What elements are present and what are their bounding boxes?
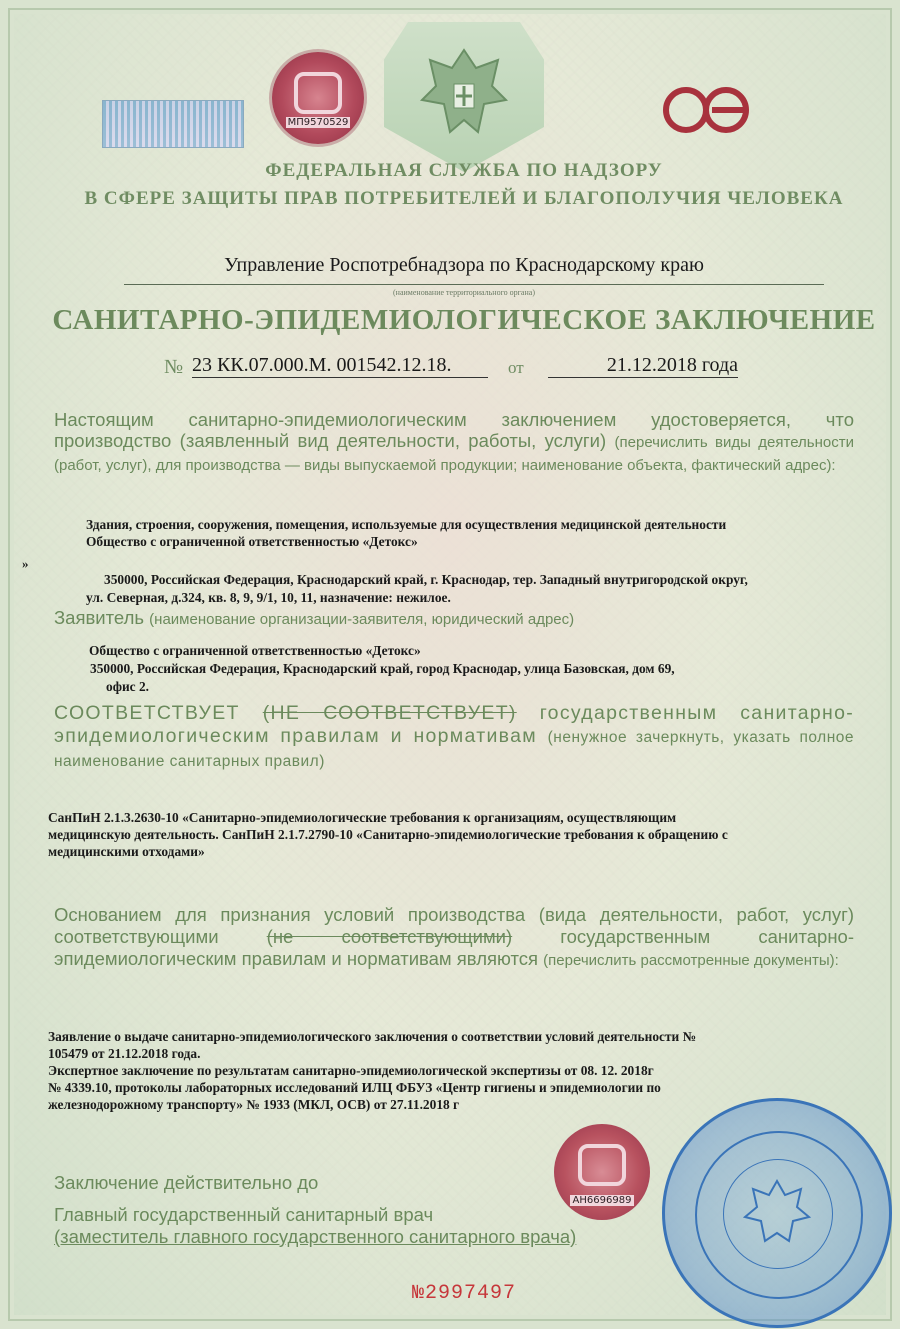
se-logo-icon xyxy=(660,84,754,136)
hologram-seal-bottom xyxy=(554,1124,650,1220)
sanpin-line1: СанПиН 2.1.3.2630-10 «Санитарно-эпидемиологические требования к организациям, осуществляющим xyxy=(48,810,677,825)
authority-caption: (наименование территориального органа) xyxy=(393,288,535,297)
object-address-line1: 350000, Российская Федерация, Краснодарский край, г. Краснодар, тер. Западный внутригородской округ, xyxy=(104,572,748,587)
basis-main1: Основанием для признания условий производства (вида деятельности, работ, услуг) соответствующими xyxy=(54,904,854,947)
hologram-seal-top xyxy=(272,52,364,144)
seal-code-bottom: АН6696989 xyxy=(570,1195,634,1206)
coat-of-arms-emblem xyxy=(384,22,544,172)
date-value: 21.12.2018 года xyxy=(548,354,738,378)
documents-line2: 105479 от 21.12.2018 года. xyxy=(48,1046,201,1061)
number-label: № xyxy=(164,356,184,378)
document-title: САНИТАРНО-ЭПИДЕМИОЛОГИЧЕСКОЕ ЗАКЛЮЧЕНИЕ xyxy=(52,304,876,336)
hologram-strip xyxy=(102,100,244,148)
deputy-doctor-title: (заместитель главного государственного санитарного врача) xyxy=(54,1226,577,1247)
double-headed-eagle-icon xyxy=(414,40,514,150)
not-complies-struck: (НЕ СООТВЕТСТВУЕТ) xyxy=(262,702,517,724)
number-value: 23 КК.07.000.М. 001542.12.18. xyxy=(192,354,488,378)
conformity-main: государственным санитарно-эпидемиологическим правилам и нормативам xyxy=(54,702,855,747)
seal-emblem-icon xyxy=(578,1144,626,1186)
applicant-heading xyxy=(54,607,574,629)
conformity-note: (ненужное зачеркнуть, указать полное наименование санитарных правил) xyxy=(54,729,854,770)
conformity-statement xyxy=(54,702,854,773)
agency-header-line1: ФЕДЕРАЛЬНАЯ СЛУЖБА ПО НАДЗОРУ xyxy=(265,160,663,181)
valid-until-label: Заключение действительно до xyxy=(54,1172,319,1193)
applicant-label: Заявитель xyxy=(54,607,145,628)
basis-struck: (не соответствующими) xyxy=(266,926,513,947)
applicant-line3: офис 2. xyxy=(106,679,150,694)
territorial-authority: Управление Роспотребнадзора по Краснодарскому краю xyxy=(224,254,704,276)
applicant-note: (наименование организации-заявителя, юридический адрес) xyxy=(149,611,575,628)
applicant-line1: Общество с ограниченной ответственностью «Детокс» xyxy=(89,643,421,658)
basis-note: (перечислить рассмотренные документы): xyxy=(543,952,839,969)
applicant-line2: 350000, Российская Федерация, Краснодарский край, город Краснодар, улица Базовская, дом 69, xyxy=(90,661,675,676)
intro-note: (перечислить виды деятельности (работ, услуг), для производства — виды выпускаемой продукции; наименование объекта, фактический адрес): xyxy=(54,434,854,474)
basis-main2: государственным санитарно-эпидемиологическим правилам и нормативам являются xyxy=(54,926,854,969)
chief-doctor-title: Главный государственный санитарный врач xyxy=(54,1204,434,1225)
seal-code-top: МП9570529 xyxy=(287,117,349,128)
intro-paragraph xyxy=(54,409,854,476)
intro-main: Настоящим санитарно-эпидемиологическим заключением удостоверяется, что производство (заявленный вид деятельности, работы, услуги) xyxy=(54,409,854,451)
documents-line1: Заявление о выдаче санитарно-эпидемиологического заключения о соответствии условий деятельности № xyxy=(48,1029,697,1044)
date-label: от xyxy=(508,358,524,377)
object-address-line2: ул. Северная, д.324, кв. 8, 9, 9/1, 10, 11, назначение: нежилое. xyxy=(86,590,451,605)
documents-line4: № 4339.10, протоколы лабораторных исследований ИЛЦ ФБУЗ «Центр гигиены и эпидемиологии по xyxy=(48,1080,661,1095)
object-line1: Здания, строения, сооружения, помещения, используемые для осуществления медицинской деятельности xyxy=(86,517,727,532)
complies-word: СООТВЕТСТВУЕТ xyxy=(54,702,240,724)
object-line2: Общество с ограниченной ответственностью «Детокс» xyxy=(86,534,418,549)
sanpin-line2: медицинскую деятельность. СанПиН 2.1.7.2790-10 «Санитарно-эпидемиологические требования к обращению с xyxy=(48,827,728,842)
sanpin-line3: медицинскими отходами» xyxy=(48,844,205,859)
documents-line5: железнодорожному транспорту» № 1933 (МКЛ, ОСВ) от 27.11.2018 г xyxy=(48,1097,460,1112)
authority-underline xyxy=(124,284,824,285)
agency-header-line2: В СФЕРЕ ЗАЩИТЫ ПРАВ ПОТРЕБИТЕЛЕЙ И БЛАГОПОЛУЧИЯ ЧЕЛОВЕКА xyxy=(84,188,844,209)
serial-number: №2997497 xyxy=(411,1282,516,1305)
object-block xyxy=(86,516,866,550)
seal-emblem-icon xyxy=(294,72,342,114)
margin-marker: » xyxy=(22,556,29,571)
sanpin-block xyxy=(48,809,858,860)
documents-line3: Экспертное заключение по результатам санитарно-эпидемиологической экспертизы от 08. 12. 2018г xyxy=(48,1063,654,1078)
basis-paragraph xyxy=(54,904,854,972)
